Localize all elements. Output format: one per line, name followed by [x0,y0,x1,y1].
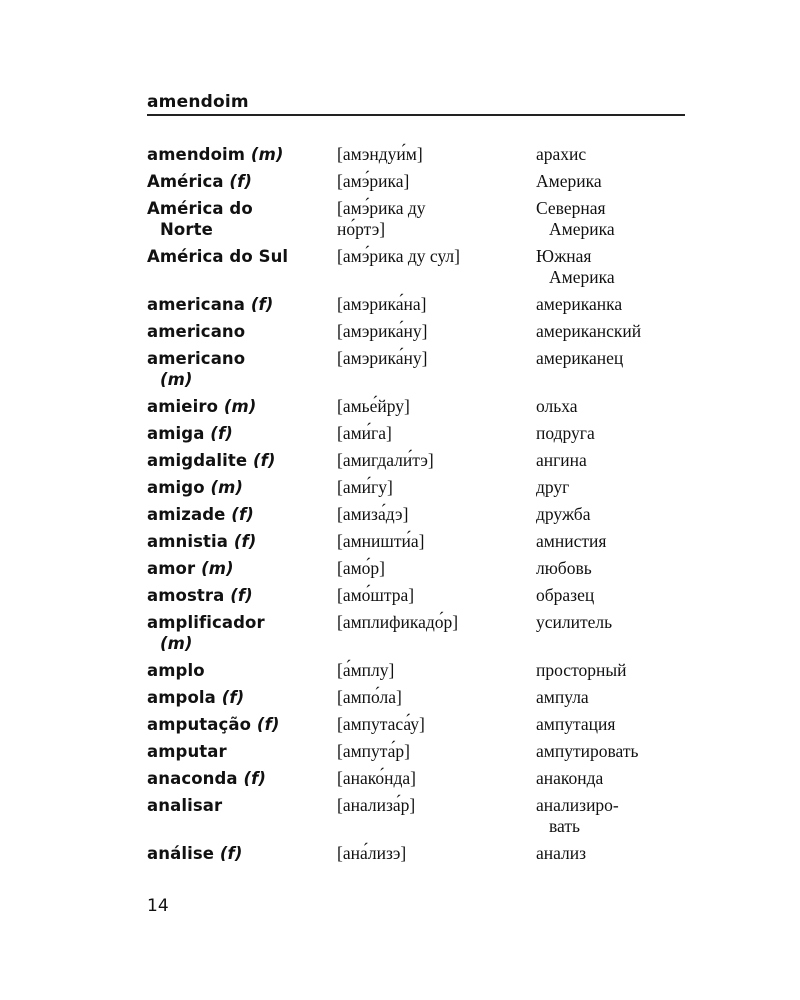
translation-line: Америка [549,267,615,287]
translation: подруга [536,423,595,443]
headword [147,246,337,288]
pronunciation: [амэрика́ну] [337,348,428,368]
headword [147,843,337,864]
translation [536,198,687,240]
dictionary-entry [147,612,687,654]
gender-marker: (f) [233,532,257,551]
pronunciation-line: но́ртэ] [337,219,386,239]
headword-text: analisar [147,796,223,815]
translation [536,795,687,837]
translation: американец [536,348,624,368]
gender-marker: (m) [160,634,193,653]
dictionary-entry [147,714,687,735]
pronunciation: [амо́р] [337,558,385,578]
pronunciation: [ампо́ла] [337,687,402,707]
translation: ангина [536,450,587,470]
pronunciation: [а́мплу] [337,660,395,680]
page-number: 14 [147,896,169,916]
headword [147,396,337,417]
dictionary-entry [147,660,687,681]
pronunciation: [анако́нда] [337,768,416,788]
dictionary-entry [147,504,687,525]
gender-marker: (m) [160,370,193,389]
headword-text: amieiro [147,397,219,416]
headword-text: amplificador [147,613,265,632]
headword-text: amigo [147,478,205,497]
pronunciation: [амиза́дэ] [337,504,409,524]
pronunciation: [амье́йру] [337,396,410,416]
pronunciation: [амэрика́ну] [337,321,428,341]
headword-text: ampola [147,688,216,707]
pronunciation [337,198,536,240]
gender-marker: (f) [230,586,253,605]
headword [147,768,337,789]
translation-line: анализиро- [536,795,619,815]
translation: арахис [536,144,587,164]
translation: амнистия [536,531,607,551]
dictionary-entry [147,477,687,498]
headword [147,321,337,342]
headword-text: amputar [147,742,227,761]
dictionary-entry [147,768,687,789]
dictionary-entry [147,396,687,417]
headword-text: americana [147,295,246,314]
headword [147,531,337,552]
translation: просторный [536,660,627,680]
pronunciation: [амплификадо́р] [337,612,459,632]
translation: ампутация [536,714,616,734]
headword-text: amor [147,559,196,578]
translation: анаконда [536,768,604,788]
headword-text: amiga [147,424,205,443]
dictionary-entry [147,144,687,165]
headword [147,477,337,498]
headword-text: amplo [147,661,205,680]
headword [147,144,337,165]
gender-marker: (m) [250,145,284,164]
translation: американка [536,294,623,314]
gender-marker: (m) [201,559,234,578]
headword [147,171,337,192]
translation-line: Америка [549,219,615,239]
dictionary-entry [147,585,687,606]
headword-text: americano [147,322,246,341]
translation: любовь [536,558,592,578]
headword-text: amputação [147,715,252,734]
dictionary-entry [147,741,687,762]
gender-marker: (f) [231,505,254,524]
gender-marker: (f) [221,688,245,707]
gender-marker: (m) [223,397,257,416]
translation-line: Северная [536,198,606,218]
headword-text: amnistia [147,532,229,551]
pronunciation: [амэндуи́м] [337,144,423,164]
headword [147,612,337,654]
headword [147,795,337,837]
translation-line: вать [549,816,580,836]
translation: друг [536,477,570,497]
headword [147,714,337,735]
entry-list [147,144,687,870]
pronunciation: [амигдали́тэ] [337,450,434,470]
pronunciation: [ана́лизэ] [337,843,407,863]
headword-text: amendoim [147,145,246,164]
pronunciation: [ами́га] [337,423,392,443]
translation: дружба [536,504,591,524]
headword [147,741,337,762]
translation: усилитель [536,612,613,632]
pronunciation: [ампута́р] [337,741,410,761]
headword [147,558,337,579]
gender-marker: (f) [256,715,280,734]
gender-marker: (f) [219,844,243,863]
gender-marker: (f) [210,424,233,443]
pronunciation: [амэрика́на] [337,294,427,314]
dictionary-entry [147,246,687,288]
headword [147,660,337,681]
gender-marker: (m) [210,478,244,497]
headword-text: amigdalite [147,451,248,470]
dictionary-entry [147,294,687,315]
translation: американский [536,321,642,341]
gender-marker: (f) [229,172,252,191]
dictionary-entry [147,198,687,240]
translation [536,246,687,288]
headword [147,423,337,444]
pronunciation: [ампутаса́у] [337,714,425,734]
dictionary-entry [147,687,687,708]
headword-text: análise [147,844,215,863]
headword [147,450,337,471]
dictionary-entry [147,795,687,837]
dictionary-entry [147,171,687,192]
translation: образец [536,585,595,605]
pronunciation: [амо́штра] [337,585,415,605]
translation: ольха [536,396,578,416]
pronunciation-line: [амэ́рика ду [337,198,426,218]
translation: Америка [536,171,602,191]
headword-line: Norte [160,220,213,239]
headword-text: anaconda [147,769,238,788]
header-rule [147,114,685,116]
headword [147,687,337,708]
headword [147,585,337,606]
headword-text: amizade [147,505,226,524]
gender-marker: (f) [243,769,267,788]
dictionary-entry [147,450,687,471]
headword-text: América do Sul [147,247,289,266]
dictionary-entry [147,843,687,864]
headword-text: América [147,172,224,191]
translation: ампутировать [536,741,639,761]
pronunciation: [амништи́а] [337,531,425,551]
headword [147,294,337,315]
headword [147,348,337,390]
headword [147,504,337,525]
pronunciation: [ами́гу] [337,477,393,497]
headword [147,198,337,240]
translation: анализ [536,843,587,863]
running-head: amendoim [147,92,249,112]
translation: ампула [536,687,589,707]
dictionary-entry [147,321,687,342]
pronunciation: [амэ́рика ду сул] [337,246,460,266]
headword-text: americano [147,349,246,368]
headword-line: América do [147,199,253,218]
pronunciation: [анализа́р] [337,795,416,815]
translation-line: Южная [536,246,592,266]
pronunciation: [амэ́рика] [337,171,410,191]
gender-marker: (f) [250,295,274,314]
gender-marker: (f) [253,451,276,470]
dictionary-entry [147,423,687,444]
headword-text: amostra [147,586,225,605]
dictionary-entry [147,558,687,579]
dictionary-entry [147,348,687,390]
dictionary-entry [147,531,687,552]
